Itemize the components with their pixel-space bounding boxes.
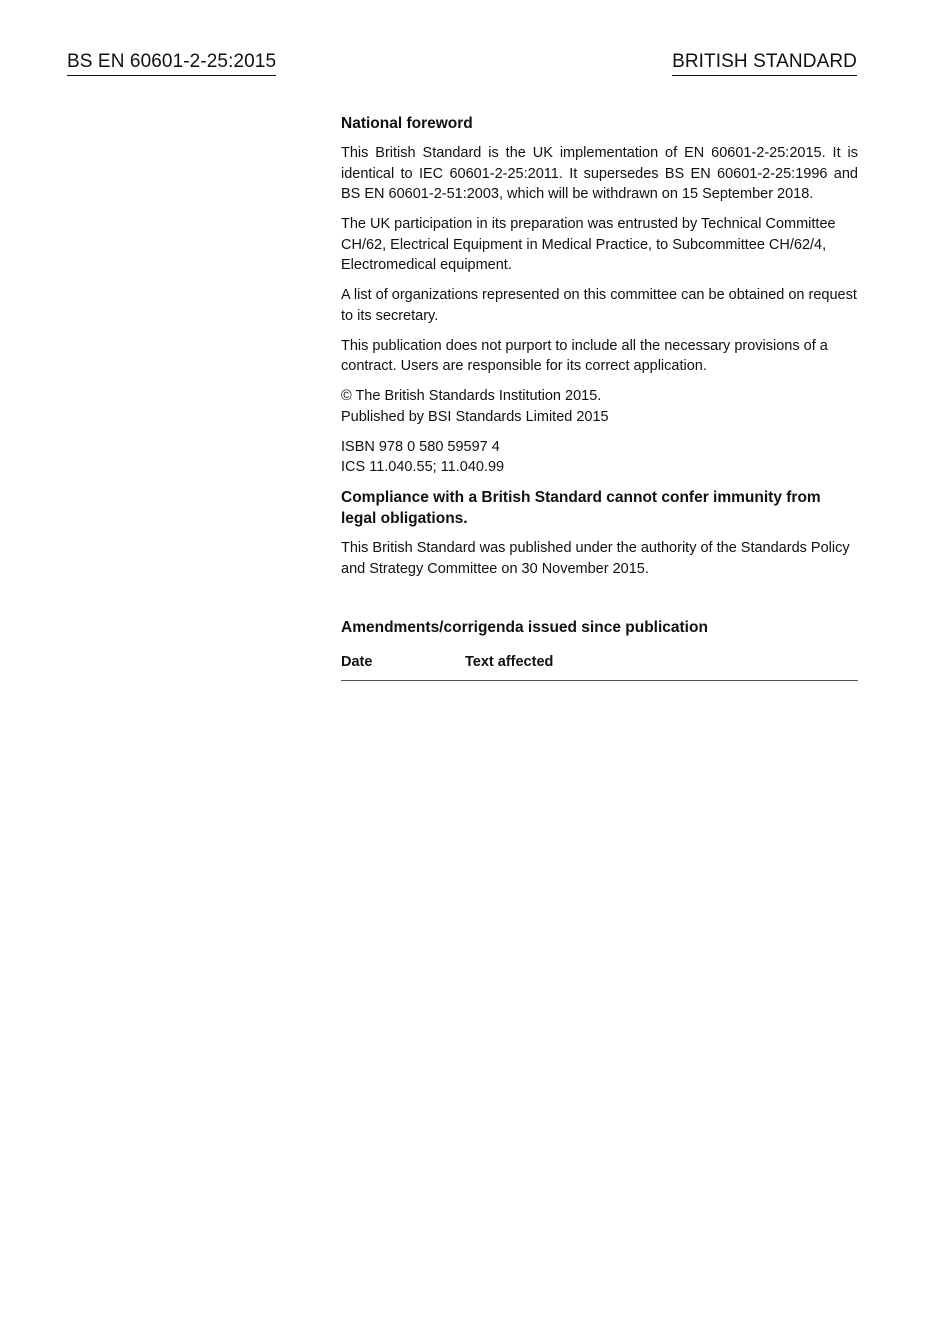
isbn-line: ISBN 978 0 580 59597 4 [341,438,500,455]
copyright-line: © The British Standards Institution 2015. [341,388,602,404]
page-header [67,50,857,80]
identifiers-block [341,437,858,478]
date-column-header: Date [341,652,465,681]
amendments-header-row [341,652,858,681]
national-foreword-section [341,113,858,681]
standard-label: BRITISH STANDARD [672,50,857,76]
publisher-line: Published by BSI Standards Limited 2015 [341,408,609,425]
amendments-title: Amendments/corrigenda issued since publication [341,619,708,636]
contract-paragraph: This publication does not purport to include all the necessary provisions of a contract. Users are responsible for its correct application. [341,337,828,374]
copyright-block [341,386,858,427]
organizations-paragraph: A list of organizations represented on this committee can be obtained on request to its secretary. [341,287,857,324]
amendments-table [341,652,858,681]
committee-paragraph: The UK participation in its preparation was entrusted by Technical Committee CH/62, Electrical Equipment in Medical Practice, to Subcommittee CH/62/4, Electromedical equipment. [341,216,836,273]
text-affected-column-header: Text affected [465,652,858,681]
foreword-title: National foreword [341,115,473,132]
ics-line: ICS 11.040.55; 11.040.99 [341,459,505,475]
authority-paragraph: This British Standard was published under the authority of the Standards Policy and Strategy Committee on 30 November 2015. [341,540,850,577]
document-number: BS EN 60601-2-25:2015 [67,50,276,76]
compliance-statement: Compliance with a British Standard cannot confer immunity from legal obligations. [341,489,821,527]
implementation-paragraph: This British Standard is the UK implementation of EN 60601-2-25:2015. It is identical to IEC 60601-2-25:2011. It supersedes BS EN 60601-2-25:1996 and BS EN 60601-2-51:2003, which will be withdrawn on 15 September 2018. [341,145,858,202]
